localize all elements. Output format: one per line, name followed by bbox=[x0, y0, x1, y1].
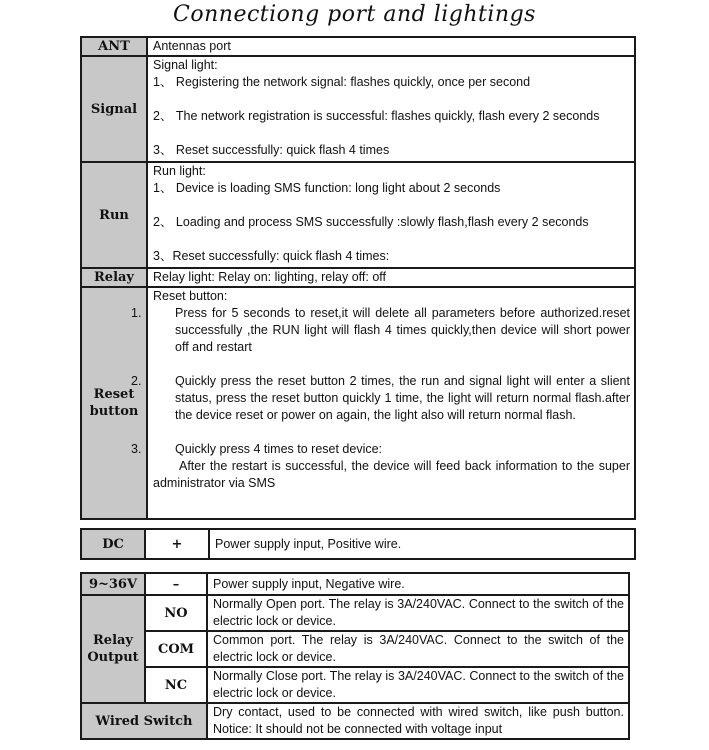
wired-switch-label: Wired Switch bbox=[81, 703, 207, 739]
ant-label: ANT bbox=[81, 37, 147, 56]
signal-label: Signal bbox=[81, 56, 147, 162]
relay-output-label-line1: Relay bbox=[93, 633, 133, 648]
lights-table bbox=[80, 36, 636, 520]
relay-output-label bbox=[81, 595, 145, 703]
reset-item-1 bbox=[131, 305, 630, 356]
signal-item-1: 1、 Registering the network signal: flashes quickly, once per second bbox=[153, 75, 531, 89]
wired-switch-row bbox=[81, 703, 629, 739]
page-title: Connectiong port and lightings bbox=[173, 2, 536, 27]
dc-label: DC bbox=[81, 529, 145, 559]
com-description: Common port. The relay is 3A/240VAC. Connect to the switch of the electric lock or device. bbox=[207, 631, 629, 667]
signal-heading: Signal light: bbox=[153, 58, 218, 72]
no-description: Normally Open port. The relay is 3A/240VAC. Connect to the switch of the electric lock or device. bbox=[207, 595, 629, 631]
dc-pin: + bbox=[145, 529, 209, 559]
run-row bbox=[81, 162, 635, 268]
reset-item-2 bbox=[131, 373, 630, 424]
nc-pin: NC bbox=[145, 667, 207, 703]
reset-label-line1: Reset bbox=[93, 387, 135, 402]
signal-description bbox=[147, 56, 635, 162]
wired-switch-description: Dry contact, used to be connected with wired switch, like push button. Notice: It should not be connected with voltage input bbox=[207, 703, 629, 739]
reset-item-1-text: Press for 5 seconds to reset,it will delete all parameters before authorized.reset successfully ,the RUN light will flash 4 times quickly,then device will short power off and restart bbox=[175, 306, 630, 354]
dc-row bbox=[81, 529, 635, 559]
reset-heading: Reset button: bbox=[153, 289, 228, 303]
run-item-1: 1、 Device is loading SMS function: long light about 2 seconds bbox=[153, 181, 501, 195]
reset-row bbox=[81, 287, 635, 519]
voltage-pin: – bbox=[145, 573, 207, 595]
voltage-description: Power supply input, Negative wire. bbox=[207, 573, 629, 595]
relay-label: Relay bbox=[81, 268, 147, 287]
dc-table bbox=[80, 528, 636, 560]
run-item-2: 2、 Loading and process SMS successfully :slowly flash,flash every 2 seconds bbox=[153, 215, 589, 229]
voltage-label: 9~36V bbox=[81, 573, 145, 595]
dc-description: Power supply input, Positive wire. bbox=[209, 529, 635, 559]
run-label: Run bbox=[81, 162, 147, 268]
reset-item-3-text: Quickly press 4 times to reset device: bbox=[175, 442, 383, 456]
no-pin: NO bbox=[145, 595, 207, 631]
ports-table bbox=[80, 572, 630, 740]
reset-item-2-text: Quickly press the reset button 2 times, the run and signal light will enter a slient status, press the reset button quickly 1 time, the light will return normal flash.after the device reset or power on again, the light also will return normal flash. bbox=[175, 374, 630, 422]
signal-item-3: 3、 Reset successfully: quick flash 4 times bbox=[153, 143, 390, 157]
reset-item-3-followup: After the restart is successful, the device will feed back information to the super administrator via SMS bbox=[153, 459, 630, 490]
reset-item-3-number: 3. bbox=[131, 442, 142, 456]
relay-output-com-row bbox=[81, 631, 629, 667]
run-item-3: 3、Reset successfully: quick flash 4 times: bbox=[153, 249, 390, 263]
signal-item-2: 2、 The network registration is successful: flashes quickly, flash every 2 seconds bbox=[153, 109, 600, 123]
com-pin: COM bbox=[145, 631, 207, 667]
relay-output-label-line2: Output bbox=[87, 650, 139, 665]
signal-row bbox=[81, 56, 635, 162]
relay-description: Relay light: Relay on: lighting, relay off: off bbox=[147, 268, 635, 287]
reset-description bbox=[131, 287, 635, 519]
ant-row bbox=[81, 37, 635, 56]
reset-item-3 bbox=[131, 441, 630, 458]
reset-label-line2: button bbox=[89, 404, 139, 419]
reset-item-1-number: 1. bbox=[131, 306, 142, 320]
relay-row bbox=[81, 268, 635, 287]
relay-output-no-row bbox=[81, 595, 629, 631]
run-heading: Run light: bbox=[153, 164, 206, 178]
reset-item-2-number: 2. bbox=[131, 374, 142, 388]
relay-output-nc-row bbox=[81, 667, 629, 703]
voltage-row bbox=[81, 573, 629, 595]
ant-description: Antennas port bbox=[147, 37, 635, 56]
nc-description: Normally Close port. The relay is 3A/240VAC. Connect to the switch of the electric lock or device. bbox=[207, 667, 629, 703]
run-description bbox=[147, 162, 635, 268]
